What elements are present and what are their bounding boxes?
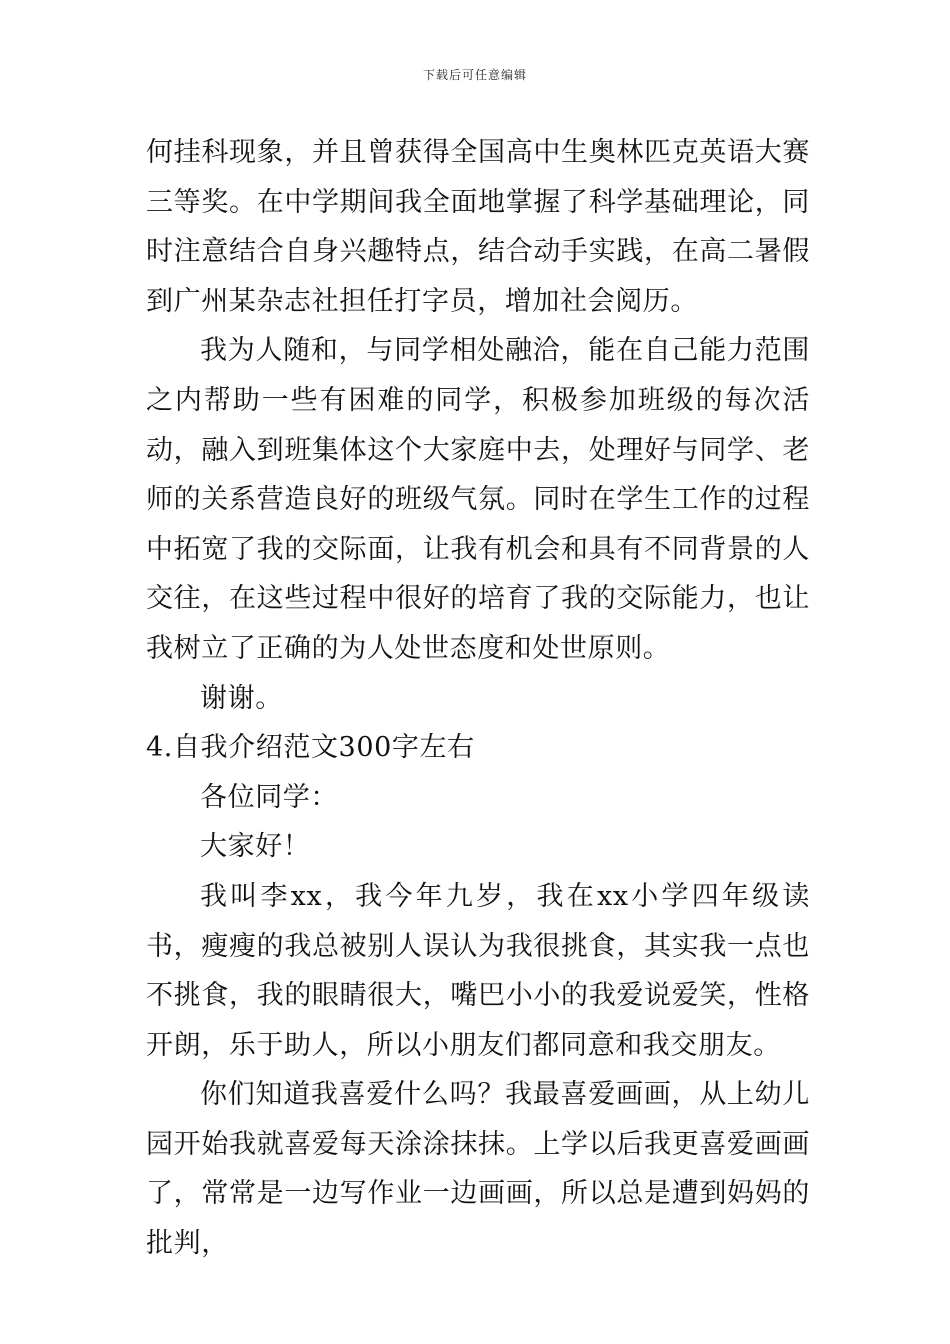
paragraph-personality: 我为人随和，与同学相处融洽，能在自己能力范围之内帮助一些有困难的同学，积极参加班级的每次活动，融入到班集体这个大家庭中去，处理好与同学、老师的关系营造良好的班级气氛。同时在学生工作的过程中拓宽了我的交际面，让我有机会和具有不同背景的人交往，在这些过程中很好的培育了我的交际能力，也让我树立了正确的为人处世态度和处世原则。 xyxy=(146,335,810,664)
document-body xyxy=(146,128,810,1269)
section-title: 4.自我介绍范文300字左右 xyxy=(146,732,475,764)
paragraph-thanks: 谢谢。 xyxy=(200,682,283,714)
paragraph-salutation: 各位同学： xyxy=(200,781,338,813)
paragraph-greeting: 大家好！ xyxy=(200,831,311,863)
page-header: 下载后可任意编辑 xyxy=(422,68,527,82)
paragraph-hobby: 你们知道我喜爱什么吗？我最喜爱画画，从上幼儿园开始我就喜爱每天涂涂抹抹。上学以后我更喜爱画画了，常常是一边写作业一边画画，所以总是遭到妈妈的批判， xyxy=(146,1079,810,1260)
paragraph-introduction: 我叫李xx，我今年九岁，我在xx小学四年级读书，瘦瘦的我总被别人误认为我很挑食，其实我一点也不挑食，我的眼睛很大，嘴巴小小的我爱说爱笑，性格开朗，乐于助人，所以小朋友们都同意和我交朋友。 xyxy=(146,880,810,1061)
paragraph-continued: 何挂科现象，并且曾获得全国高中生奥林匹克英语大赛三等奖。在中学期间我全面地掌握了科学基础理论，同时注意结合自身兴趣特点，结合动手实践，在高二暑假到广州某杂志社担任打字员，增加社会阅历。 xyxy=(146,137,810,317)
